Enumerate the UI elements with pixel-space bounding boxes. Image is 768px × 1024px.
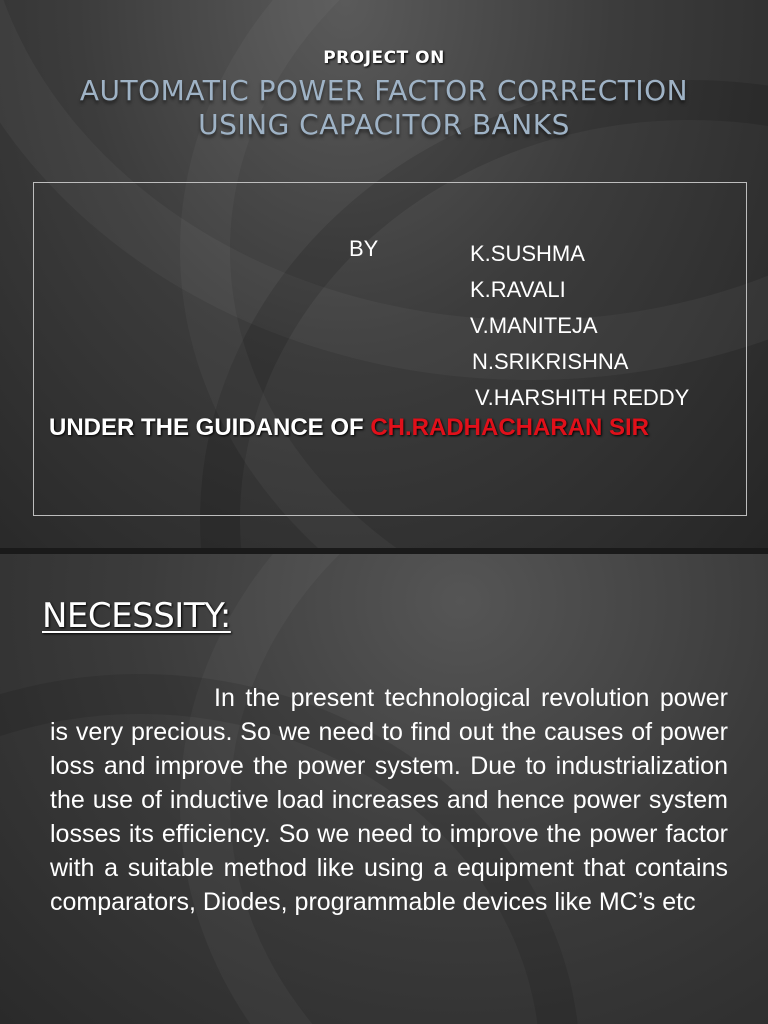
title-line-2: USING CAPACITOR BANKS xyxy=(198,108,570,141)
body-paragraph: In the present technological revolution power is very precious. So we need to find out the causes of power loss and improve the power system. Due to industrialization the use of inductive load increases and hence power system losses its efficiency. So we need to improve the power factor with a suitable method like using a equipment that contains comparators, Diodes, programmable devices like MC’s etc xyxy=(50,684,728,916)
author-name: V.MANITEJA xyxy=(470,313,598,338)
pre-title: PROJECT ON xyxy=(323,48,445,68)
section-heading: NECESSITY: xyxy=(42,596,231,636)
author-name: N.SRIKRISHNA xyxy=(472,349,629,374)
author-list xyxy=(470,236,689,416)
by-label: BY xyxy=(349,236,379,261)
guidance-label: UNDER THE GUIDANCE OF xyxy=(49,414,364,441)
title-line-1: AUTOMATIC POWER FACTOR CORRECTION xyxy=(79,74,689,107)
slide-title xyxy=(0,74,768,142)
author-name: K.SUSHMA xyxy=(470,241,585,266)
guide-name: CH.RADHACHARAN SIR xyxy=(370,414,650,441)
guidance-line xyxy=(49,414,649,442)
author-name: K.RAVALI xyxy=(470,277,566,302)
author-name: V.HARSHITH REDDY xyxy=(475,385,690,410)
